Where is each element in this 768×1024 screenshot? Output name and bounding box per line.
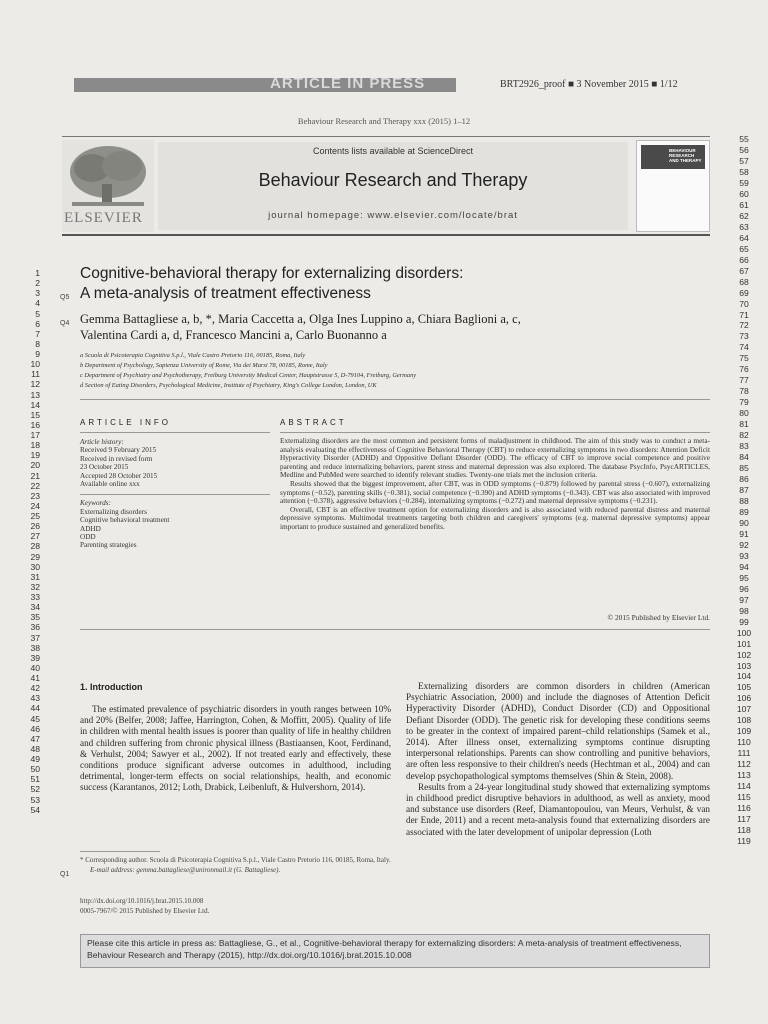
article-info-heading: ARTICLE INFO bbox=[80, 418, 171, 427]
affiliations bbox=[80, 351, 640, 391]
line-number: 85 bbox=[739, 463, 749, 474]
divider-top bbox=[80, 399, 710, 400]
line-number: 6 bbox=[35, 318, 40, 329]
keyword-item: Externalizing disorders bbox=[80, 507, 147, 516]
line-number: 84 bbox=[739, 452, 749, 463]
line-number: 49 bbox=[30, 754, 40, 764]
keyword-item: Parenting strategies bbox=[80, 541, 137, 550]
query-mark-q5[interactable]: Q5 bbox=[60, 294, 70, 301]
line-number: 60 bbox=[739, 188, 749, 199]
affiliation-d: d Section of Eating Disorders, Psychological Medicine, Institute of Psychiatry, King's College London, London, UK bbox=[80, 382, 377, 389]
body-paragraph: Externalizing disorders are common disorders in children (American Psychiatric Association, 2000) and include the diagnoses of Attention Deficit Hyperactivity Disorder (ADHD), Conduct Disorder (CD) and Oppositional Defiant Disorder (ODD). The genetic risk for developing these conditions seems to be greater in the context of impaired parent–child relationships (Samek et al., 2014). After illness onset, externalizing symptoms continue disrupting interpersonal relationships. Parents can show controlling and punitive behaviors, are often less responsive to their children's needs (Hechtman et al., 2004) and can develop psychopathological symptoms themselves (Shin & Stein, 2008). bbox=[406, 681, 710, 781]
contents-line: Contents lists available at ScienceDirect bbox=[312, 146, 474, 156]
line-number: 98 bbox=[739, 605, 749, 616]
line-number: 100 bbox=[736, 627, 752, 638]
authors-line1: Gemma Battagliese a, b, *, Maria Caccetta a, Olga Ines Luppino a, Chiara Baglioni a, c, bbox=[80, 312, 521, 326]
masthead-bottom-rule bbox=[62, 234, 710, 236]
issn-line: 0005-7967/© 2015 Published by Elsevier Ltd. bbox=[80, 907, 210, 915]
line-number: 101 bbox=[736, 638, 752, 649]
line-number: 43 bbox=[30, 693, 40, 704]
doi-link[interactable]: http://dx.doi.org/10.1016/j.brat.2015.10.008 bbox=[80, 897, 204, 905]
line-number: 89 bbox=[739, 506, 749, 517]
line-number: 115 bbox=[737, 792, 751, 803]
line-numbers-left bbox=[10, 268, 40, 815]
line-number: 78 bbox=[739, 386, 749, 397]
line-number: 79 bbox=[739, 397, 749, 408]
line-number: 16 bbox=[30, 419, 40, 430]
line-number: 23 bbox=[30, 490, 40, 501]
line-number: 56 bbox=[739, 144, 749, 155]
affiliation-c: c Department of Psychiatry and Psychotherapy, Freiburg University Medical Center, Hauptstrasse 5, D-79104, Freiburg, Germany bbox=[80, 372, 417, 379]
keywords-rule bbox=[80, 494, 270, 495]
history-label: Article history: bbox=[80, 438, 124, 446]
line-number: 106 bbox=[736, 693, 752, 704]
line-number: 82 bbox=[739, 430, 749, 441]
doi-block bbox=[80, 896, 391, 916]
line-number: 10 bbox=[30, 359, 40, 370]
keywords-label: Keywords: bbox=[80, 499, 111, 508]
line-number: 91 bbox=[739, 528, 749, 539]
line-number: 37 bbox=[30, 632, 40, 643]
line-number: 103 bbox=[736, 660, 752, 671]
line-number: 32 bbox=[30, 581, 40, 592]
line-number: 72 bbox=[739, 320, 749, 331]
article-info-block bbox=[80, 438, 270, 550]
line-number: 3 bbox=[35, 288, 40, 299]
line-number: 119 bbox=[737, 836, 751, 846]
line-number: 87 bbox=[739, 485, 749, 495]
line-number: 57 bbox=[739, 155, 749, 166]
line-number: 90 bbox=[739, 517, 749, 528]
line-number: 34 bbox=[30, 602, 40, 613]
abstract-paragraph: Externalizing disorders are the most common and persistent forms of maladjustment in childhood. The aim of this study was to conduct a meta-analysis evaluating the effectiveness of Cognitive Behavioral Therapy (CBT) to reduce externalizing symptoms in two disorders: Attention Deficit Hyperactivity Disorder (ADHD) and Oppositive Defiant Disorder (ODD). The efficacy of CBT to improve social competence and positive parenting and reduce internalizing behaviors, parent stress and maternal depression was also explored. The database PsycInfo, PsycARTICLES, Medline and PubMed were searched to identify relevant studies. Twenty-one trials met the inclusion criteria. bbox=[280, 436, 710, 480]
line-number: 41 bbox=[30, 673, 40, 683]
line-number: 33 bbox=[30, 592, 40, 602]
line-number: 45 bbox=[30, 713, 40, 724]
line-number: 21 bbox=[30, 470, 40, 481]
article-info-rule bbox=[80, 432, 270, 433]
line-number: 88 bbox=[739, 495, 749, 506]
line-number: 111 bbox=[737, 748, 751, 759]
abstract-copyright: © 2015 Published by Elsevier Ltd. bbox=[607, 613, 710, 622]
footnote-email[interactable]: E-mail address: gemma.battagliese@unironmail.it (G. Battagliese). bbox=[90, 866, 281, 874]
line-number: 50 bbox=[30, 764, 40, 775]
keyword-item: Cognitive behavioral treatment bbox=[80, 516, 170, 525]
query-mark-q1[interactable]: Q1 bbox=[60, 871, 70, 878]
line-number: 24 bbox=[30, 500, 40, 511]
line-number: 105 bbox=[736, 682, 752, 693]
body-paragraph: Results from a 24-year longitudinal study showed that externalizing symptoms in childhood predict disruptive behaviors in adulthood, as well as anxiety, mood and substance use disorders (Reef, Diamantopoulou, van Meurs, Verhulst, & van der Ende, 2011) and a recent meta-analysis found that externalizing disorders are associated with the later development of unipolar depression (Loth bbox=[406, 781, 710, 837]
line-number: 15 bbox=[30, 409, 40, 420]
line-number: 59 bbox=[739, 177, 749, 188]
line-number: 36 bbox=[30, 622, 40, 633]
history-item: Available online xxx bbox=[80, 480, 140, 489]
line-numbers-right bbox=[730, 134, 758, 847]
proof-info: BRT2926_proof ■ 3 November 2015 ■ 1/12 bbox=[500, 79, 678, 90]
history-item: Accepted 28 October 2015 bbox=[80, 471, 158, 480]
line-number: 53 bbox=[30, 794, 40, 805]
line-number: 47 bbox=[30, 733, 40, 744]
line-number: 74 bbox=[739, 342, 749, 353]
line-number: 2 bbox=[35, 278, 40, 289]
citation-notice-box: Please cite this article in press as: Battagliese, G., et al., Cognitive-behavioral therapy for externalizing disorders: A meta-analysis of treatment effectiveness, Behaviour Research and Therapy (2015), http://dx.doi.org/10.1016/j.brat.2015.10.008 bbox=[80, 934, 710, 968]
line-number: 112 bbox=[737, 759, 751, 770]
cover-title: BEHAVIOUR RESEARCH AND THERAPY bbox=[669, 148, 702, 163]
introduction-heading: 1. Introduction bbox=[80, 682, 143, 692]
line-number: 63 bbox=[739, 221, 749, 232]
line-number: 46 bbox=[30, 723, 40, 734]
line-number: 55 bbox=[739, 134, 749, 144]
line-number: 29 bbox=[30, 551, 40, 562]
line-number: 30 bbox=[30, 561, 40, 572]
line-number: 26 bbox=[30, 521, 40, 532]
article-title-line2: A meta-analysis of treatment effectiveness bbox=[80, 285, 371, 302]
line-number: 12 bbox=[30, 379, 40, 390]
line-number: 54 bbox=[30, 804, 40, 815]
history-item: 23 October 2015 bbox=[80, 463, 129, 472]
line-number: 13 bbox=[30, 389, 40, 400]
cover-band bbox=[641, 145, 705, 169]
journal-homepage[interactable]: journal homepage: www.elsevier.com/locate/brat bbox=[268, 210, 518, 221]
line-number: 27 bbox=[30, 531, 40, 542]
masthead-top-rule bbox=[62, 136, 710, 137]
line-number: 94 bbox=[739, 561, 749, 572]
body-paragraph: The estimated prevalence of psychiatric disorders in youth ranges between 10% and 20% (Belfer, 2008; Jaffee, Harrington, Cohen, & Moffitt, 2005). Quality of life in children with mental health issues is poorer than quality of life in healthy children and children suffering from chronic physical illness (Bastiaansen, Koot, Ferdinand, & Verhulst, 2004; Sawyer et al., 2002). If not treated early and effectively, these conditions produce significant adverse outcomes in adulthood, including detrimental, longer-term effects on social relationships, health, and economic success (Karantanos, 2012; Loth, Drabick, Leibenluft, & Hulvershorn, 2014). bbox=[80, 704, 391, 793]
line-number: 76 bbox=[739, 364, 749, 375]
footnote-rule bbox=[80, 851, 160, 852]
corresponding-author-footnote bbox=[80, 855, 391, 875]
line-number: 64 bbox=[739, 232, 749, 243]
line-number: 113 bbox=[737, 770, 751, 781]
line-number: 19 bbox=[30, 450, 40, 461]
line-number: 108 bbox=[736, 715, 752, 726]
line-number: 86 bbox=[739, 474, 749, 485]
line-number: 116 bbox=[737, 803, 751, 814]
article-title bbox=[80, 264, 640, 304]
line-number: 65 bbox=[739, 243, 749, 254]
line-number: 61 bbox=[739, 199, 749, 210]
keyword-item: ODD bbox=[80, 533, 96, 542]
line-number: 22 bbox=[30, 480, 40, 491]
authors-line2: Valentina Cardi a, d, Francesco Mancini a, Carlo Buonanno a bbox=[80, 328, 387, 342]
line-number: 71 bbox=[739, 309, 749, 320]
line-number: 107 bbox=[736, 704, 752, 715]
line-number: 20 bbox=[30, 460, 40, 471]
line-number: 44 bbox=[30, 703, 40, 714]
line-number: 104 bbox=[736, 671, 752, 682]
line-number: 67 bbox=[739, 265, 749, 276]
line-number: 83 bbox=[739, 441, 749, 452]
line-number: 66 bbox=[739, 254, 749, 265]
line-number: 117 bbox=[737, 814, 751, 825]
abstract-body bbox=[280, 437, 710, 532]
line-number: 1 bbox=[35, 268, 40, 278]
line-number: 4 bbox=[35, 298, 40, 309]
keyword-item: ADHD bbox=[80, 524, 101, 533]
line-number: 95 bbox=[739, 572, 749, 583]
line-number: 8 bbox=[35, 338, 40, 349]
abstract-paragraph: Overall, CBT is an effective treatment option for externalizing disorders and is also associated with reduced parental distress and maternal depressive symptoms. Multimodal treatments targeting both children and caregivers' symptoms (e.g. maternal depressive symptoms) appear important to produce sustained and generalized benefits. bbox=[280, 504, 710, 531]
line-number: 14 bbox=[30, 399, 40, 410]
footnote-author: * Corresponding author. Scuola di Psicoterapia Cognitiva S.p.l., Viale Castro Pretorio 116, 00185, Roma, Italy. bbox=[80, 856, 391, 864]
journal-cover-thumbnail bbox=[636, 140, 710, 232]
line-number: 38 bbox=[30, 642, 40, 653]
line-number: 118 bbox=[737, 825, 751, 836]
line-number: 80 bbox=[739, 408, 749, 419]
line-number: 75 bbox=[739, 353, 749, 364]
line-number: 109 bbox=[736, 726, 752, 737]
line-number: 35 bbox=[30, 612, 40, 623]
line-number: 5 bbox=[35, 308, 40, 319]
affiliation-b: b Department of Psychology, Sapienza University of Rome, Via dei Marsi 78, 00185, Rome, Italy bbox=[80, 362, 328, 369]
abstract-heading: ABSTRACT bbox=[280, 418, 347, 427]
line-number: 99 bbox=[739, 616, 749, 627]
body-left-column bbox=[80, 704, 391, 794]
line-number: 70 bbox=[739, 298, 749, 309]
abstract-paragraph: Results showed that the biggest improvement, after CBT, was in ODD symptoms (−0.879) followed by parental stress (−0.607), externalizing symptoms (−0.52), parenting skills (−0.381), social competence (−0.390) and ADHD symptoms (−0.343). CBT was also associated with improved attention (−0.378), aggressive behaviors (−0.284), internalizing symptoms (−0.272) and maternal depressive symptoms (−0.231). bbox=[280, 478, 710, 506]
line-number: 28 bbox=[30, 541, 40, 552]
line-number: 9 bbox=[35, 349, 40, 359]
line-number: 18 bbox=[30, 440, 40, 451]
line-number: 42 bbox=[30, 683, 40, 694]
line-number: 77 bbox=[739, 375, 749, 386]
line-number: 102 bbox=[736, 649, 752, 660]
journal-title: Behaviour Research and Therapy bbox=[258, 170, 528, 190]
query-mark-q4[interactable]: Q4 bbox=[60, 320, 70, 327]
line-number: 52 bbox=[30, 784, 40, 795]
article-in-press-label: ARTICLE IN PRESS bbox=[270, 75, 426, 92]
line-number: 31 bbox=[30, 571, 40, 582]
line-number: 69 bbox=[739, 287, 749, 298]
abstract-rule bbox=[280, 432, 710, 433]
line-number: 39 bbox=[30, 652, 40, 663]
line-number: 7 bbox=[35, 328, 40, 339]
affiliation-a: a Scuola di Psicoterapia Cognitiva S.p.l., Viale Castro Pretorio 116, 00185, Roma, Italy bbox=[80, 352, 306, 359]
elsevier-wordmark: ELSEVIER bbox=[64, 210, 143, 226]
history-item: Received 9 February 2015 bbox=[80, 446, 157, 455]
line-number: 93 bbox=[739, 550, 749, 561]
line-number: 25 bbox=[30, 511, 40, 521]
history-item: Received in revised form bbox=[80, 454, 153, 463]
line-number: 11 bbox=[31, 369, 40, 380]
line-number: 96 bbox=[739, 583, 749, 594]
line-number: 73 bbox=[739, 331, 749, 342]
author-list bbox=[80, 311, 640, 343]
line-number: 81 bbox=[739, 419, 749, 430]
line-number: 92 bbox=[739, 539, 749, 550]
journal-citation: Behaviour Research and Therapy xxx (2015) 1–12 bbox=[297, 116, 471, 126]
divider-bottom bbox=[80, 629, 710, 630]
line-number: 97 bbox=[739, 594, 749, 605]
line-number: 68 bbox=[739, 276, 749, 287]
line-number: 17 bbox=[30, 430, 40, 440]
line-number: 51 bbox=[30, 774, 40, 785]
line-number: 48 bbox=[30, 743, 40, 754]
line-number: 58 bbox=[739, 166, 749, 177]
body-right-column bbox=[406, 681, 710, 838]
line-number: 62 bbox=[739, 210, 749, 221]
line-number: 114 bbox=[737, 781, 751, 792]
article-title-line1: Cognitive-behavioral therapy for externalizing disorders: bbox=[80, 265, 464, 282]
line-number: 40 bbox=[30, 662, 40, 673]
line-number: 110 bbox=[737, 737, 751, 748]
